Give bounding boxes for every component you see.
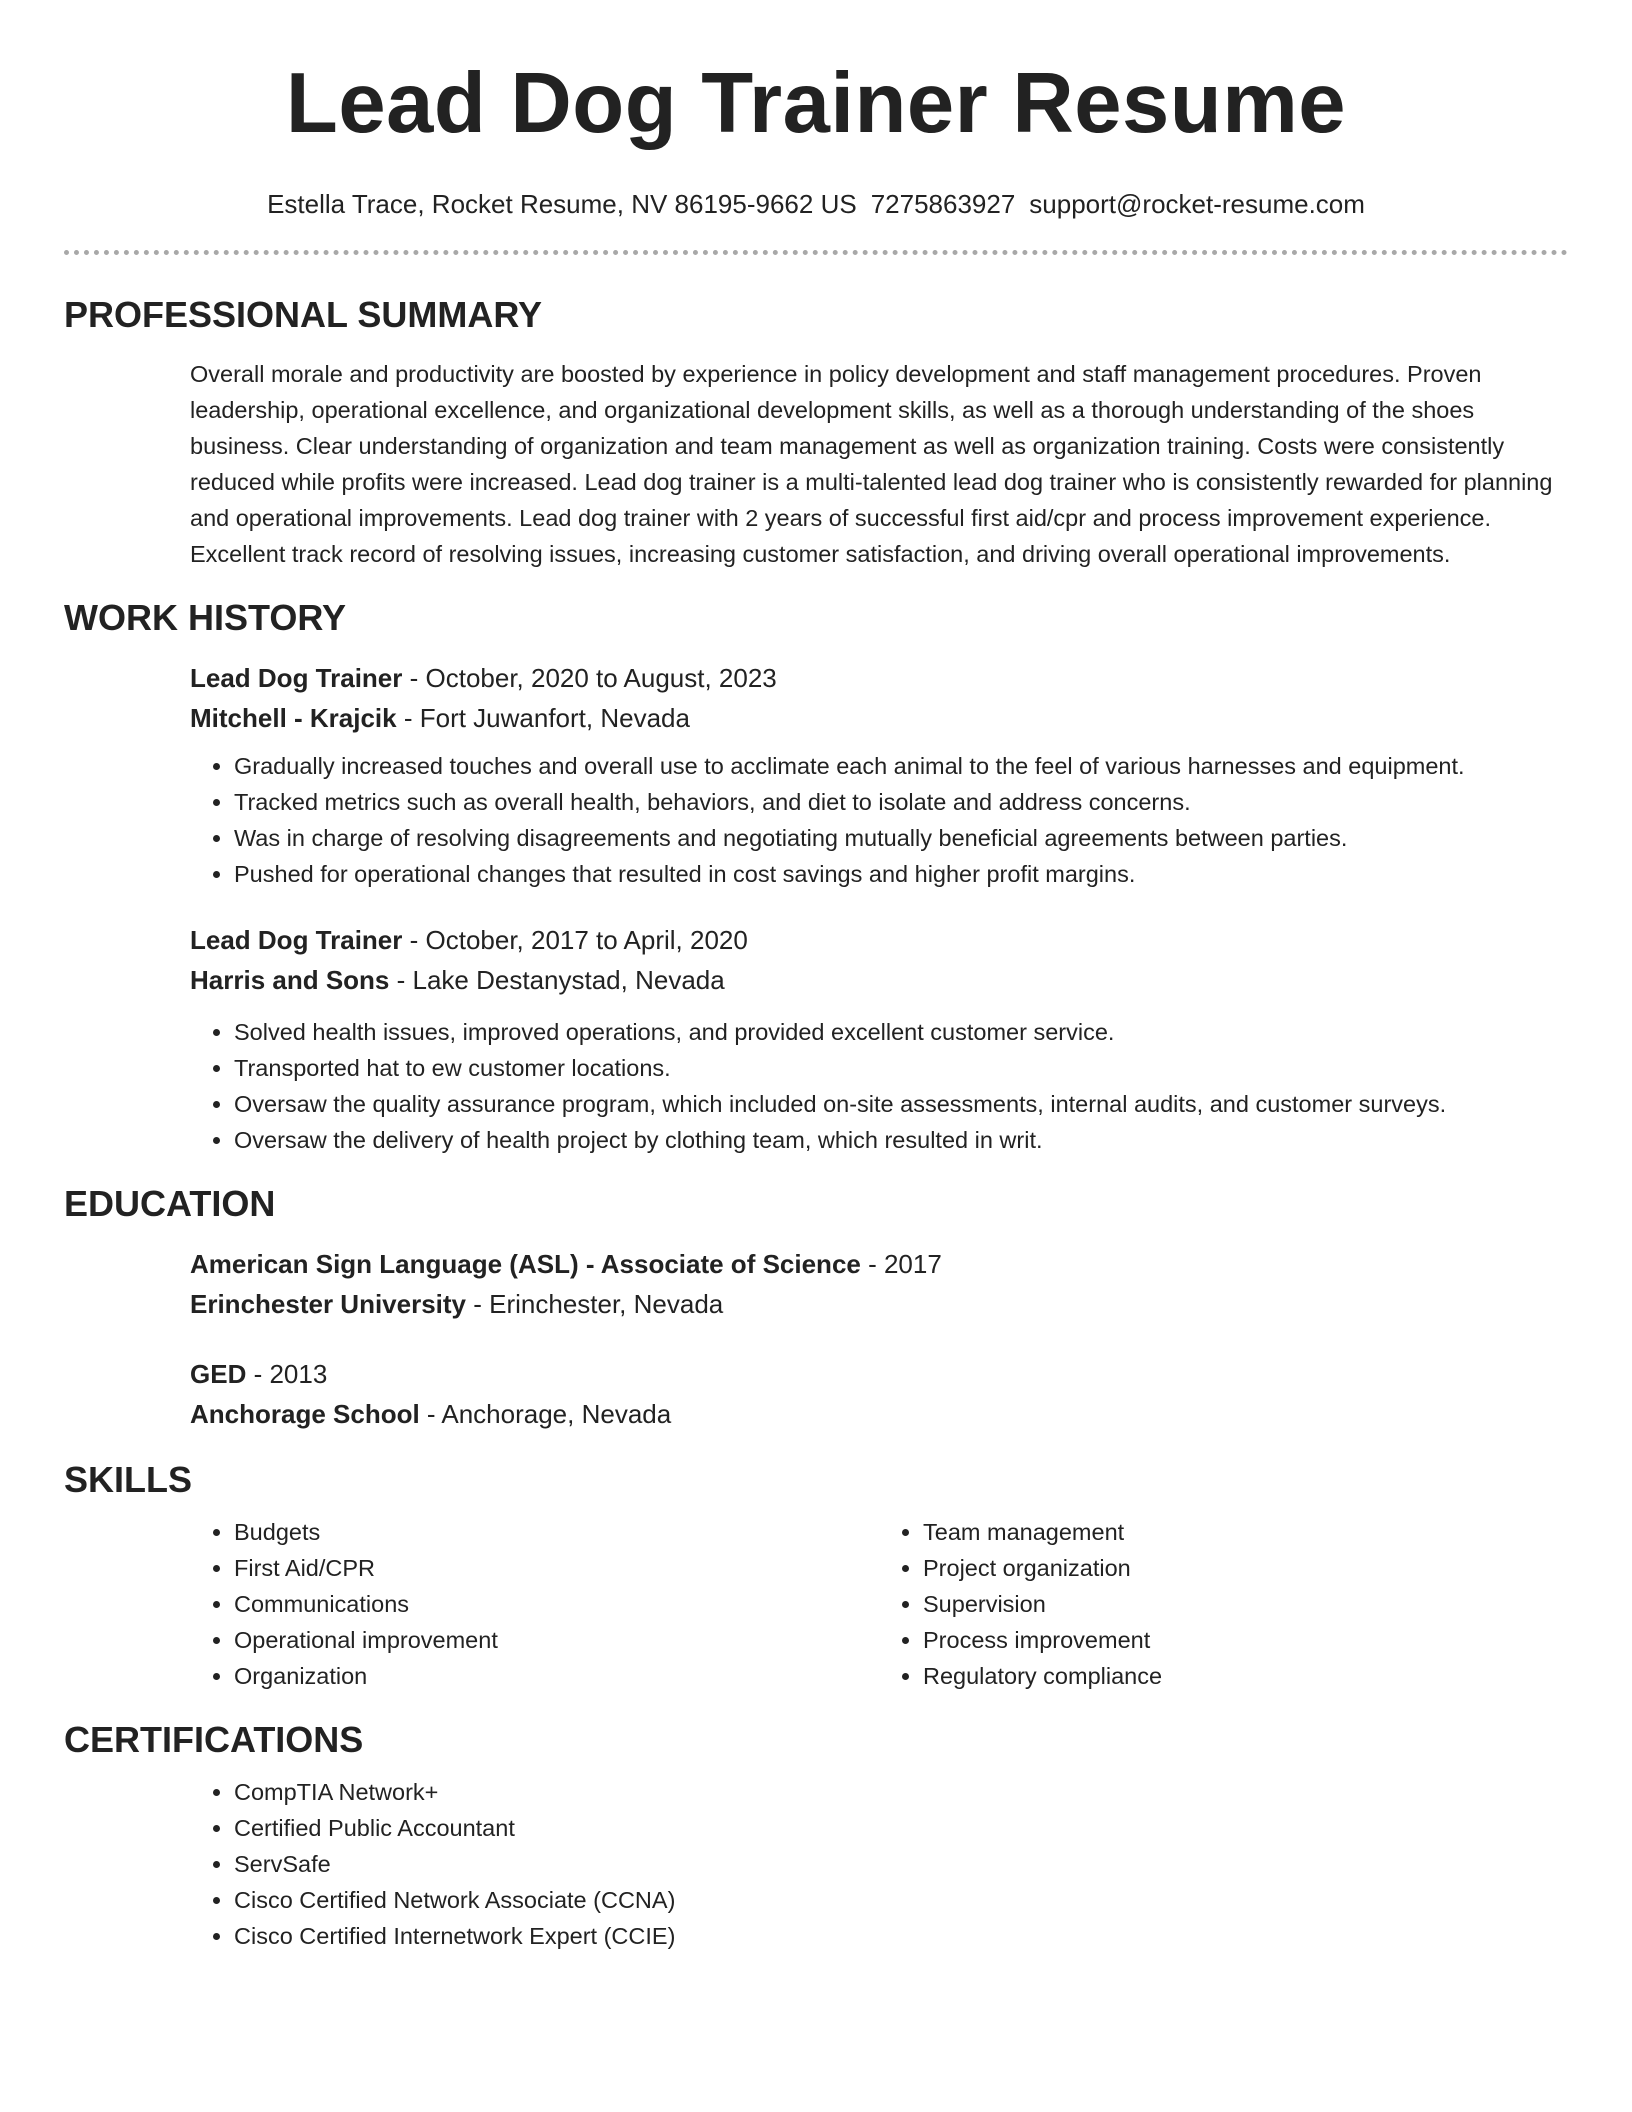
list-item: • Oversaw the quality assurance program, which included on-site assessments, internal audits, and customer surveys. <box>234 1086 1568 1122</box>
summary-text: Overall morale and productivity are boosted by experience in policy development and staff management procedures. Proven leadership, operational excellence, and organizational development skills, as well as a thorough understanding of the shoes business. Clear understanding of organization and team management as well as organization training. Costs were consistently reduced while profits were increased. Lead dog trainer is a multi-talented lead dog trainer who is consistently rewarded for planning and operational improvements. Lead dog trainer with 2 years of successful first aid/cpr and process improvement experience. Excellent track record of resolving issues, increasing customer satisfaction, and driving overall operational improvements. <box>190 361 1553 567</box>
degree-year: - 2013 <box>246 1359 328 1389</box>
education-section <box>64 1182 1568 1434</box>
summary-section <box>64 293 1568 572</box>
list-item: • First Aid/CPR <box>234 1550 879 1586</box>
list-item: • Process improvement <box>923 1622 1568 1658</box>
skills-heading: SKILLS <box>64 1459 193 1500</box>
degree-name: GED <box>190 1359 247 1389</box>
list-item: • Solved health issues, improved operations, and provided excellent customer service. <box>234 1014 1568 1050</box>
contact-address: Estella Trace, Rocket Resume, NV 86195-9662 US <box>267 189 857 219</box>
list-item: • Communications <box>234 1586 879 1622</box>
skills-list-left <box>190 1514 879 1694</box>
school-line <box>190 1284 1568 1324</box>
list-item: • Gradually increased touches and overall use to acclimate each animal to the feel of various harnesses and equipment. <box>234 748 1568 784</box>
education-entry <box>190 1244 1568 1324</box>
degree-name: American Sign Language (ASL) - Associate of Science <box>190 1249 861 1279</box>
certifications-list <box>190 1774 1568 1954</box>
skills-section <box>64 1458 1568 1694</box>
job-title: Lead Dog Trainer <box>190 663 403 693</box>
list-item: • CompTIA Network+ <box>234 1774 1568 1810</box>
work-history-heading: WORK HISTORY <box>64 597 347 638</box>
job-company: Mitchell - Krajcik <box>190 703 397 733</box>
list-item: • ServSafe <box>234 1846 1568 1882</box>
list-item: • Oversaw the delivery of health project by clothing team, which resulted in writ. <box>234 1122 1568 1158</box>
job-entry <box>190 658 1568 892</box>
list-item: • Project organization <box>923 1550 1568 1586</box>
page-title: Lead Dog Trainer Resume <box>285 56 1347 151</box>
list-item: • Was in charge of resolving disagreements and negotiating mutually beneficial agreements between parties. <box>234 820 1568 856</box>
contact-email: support@rocket-resume.com <box>1029 189 1365 219</box>
job-title-line <box>190 920 1568 960</box>
job-location: - Fort Juwanfort, Nevada <box>396 703 690 733</box>
header-divider <box>64 250 1568 255</box>
contact-phone: 7275863927 <box>870 189 1016 219</box>
school-name: Anchorage School <box>190 1399 420 1429</box>
list-item: • Tracked metrics such as overall health, behaviors, and diet to isolate and address concerns. <box>234 784 1568 820</box>
certifications-heading: CERTIFICATIONS <box>64 1719 364 1760</box>
school-location: - Erinchester, Nevada <box>466 1289 724 1319</box>
list-item: • Certified Public Accountant <box>234 1810 1568 1846</box>
list-item: • Transported hat to ew customer locations. <box>234 1050 1568 1086</box>
list-item: • Supervision <box>923 1586 1568 1622</box>
job-bullets <box>190 1014 1568 1158</box>
job-entry <box>190 920 1568 1158</box>
education-entry <box>190 1354 1568 1434</box>
school-line <box>190 1394 1568 1434</box>
job-title-line <box>190 658 1568 698</box>
list-item: • Cisco Certified Network Associate (CCNA) <box>234 1882 1568 1918</box>
list-item: • Team management <box>923 1514 1568 1550</box>
school-location: - Anchorage, Nevada <box>419 1399 672 1429</box>
summary-heading: PROFESSIONAL SUMMARY <box>64 294 543 335</box>
contact-line <box>64 188 1568 220</box>
job-title: Lead Dog Trainer <box>190 925 403 955</box>
job-company-line <box>190 698 1568 738</box>
job-company-line <box>190 960 1568 1000</box>
job-bullets <box>190 748 1568 892</box>
degree-year: - 2017 <box>860 1249 942 1279</box>
list-item: • Organization <box>234 1658 879 1694</box>
list-item: • Operational improvement <box>234 1622 879 1658</box>
certifications-section <box>64 1718 1568 1954</box>
list-item: • Pushed for operational changes that resulted in cost savings and higher profit margins. <box>234 856 1568 892</box>
job-company: Harris and Sons <box>190 965 390 995</box>
job-location: - Lake Destanystad, Nevada <box>389 965 725 995</box>
work-history-section <box>64 596 1568 1158</box>
degree-line <box>190 1244 1568 1284</box>
list-item: • Regulatory compliance <box>923 1658 1568 1694</box>
list-item: • Cisco Certified Internetwork Expert (CCIE) <box>234 1918 1568 1954</box>
list-item: • Budgets <box>234 1514 879 1550</box>
job-dates: - October, 2017 to April, 2020 <box>402 925 748 955</box>
skills-list-right <box>879 1514 1568 1694</box>
school-name: Erinchester University <box>190 1289 467 1319</box>
job-dates: - October, 2020 to August, 2023 <box>402 663 777 693</box>
degree-line <box>190 1354 1568 1394</box>
education-heading: EDUCATION <box>64 1183 276 1224</box>
